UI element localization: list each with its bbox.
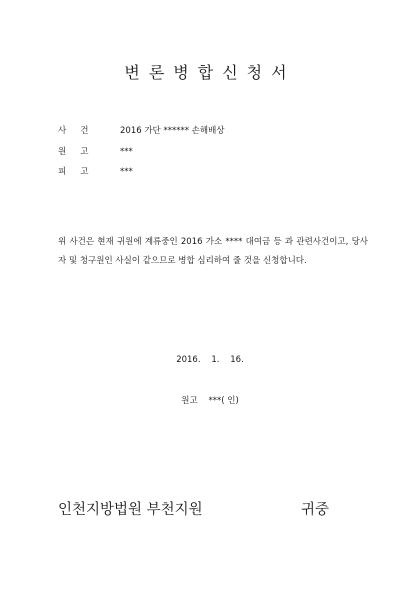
defendant-value: *** [120, 167, 133, 177]
court-name: 인천지방법원 부천지원 [58, 502, 203, 518]
plaintiff-row [58, 145, 133, 157]
petition-body: 위 사건은 현재 귀원에 계류중인 2016 가소 **** 대여금 등 과 관련사건이고, 당사자 및 청구원인 사실이 같으므로 병합 심리하여 줄 것을 신청합니다. [58, 237, 368, 266]
case-row [58, 124, 225, 136]
salutation: 귀중 [301, 502, 330, 518]
filing-date: 2016. 1. 16. [176, 355, 244, 365]
plaintiff-value: *** [120, 147, 133, 157]
document-title: 변론병합신청서 [124, 63, 296, 82]
applicant-signature: 원고 ***( 인) [181, 396, 239, 406]
defendant-row [58, 165, 133, 177]
plaintiff-label: 원고 [58, 147, 103, 157]
case-value: 2016 가단 ****** 손해배상 [120, 126, 225, 136]
case-label: 사건 [58, 126, 103, 136]
defendant-label: 피고 [58, 167, 103, 177]
